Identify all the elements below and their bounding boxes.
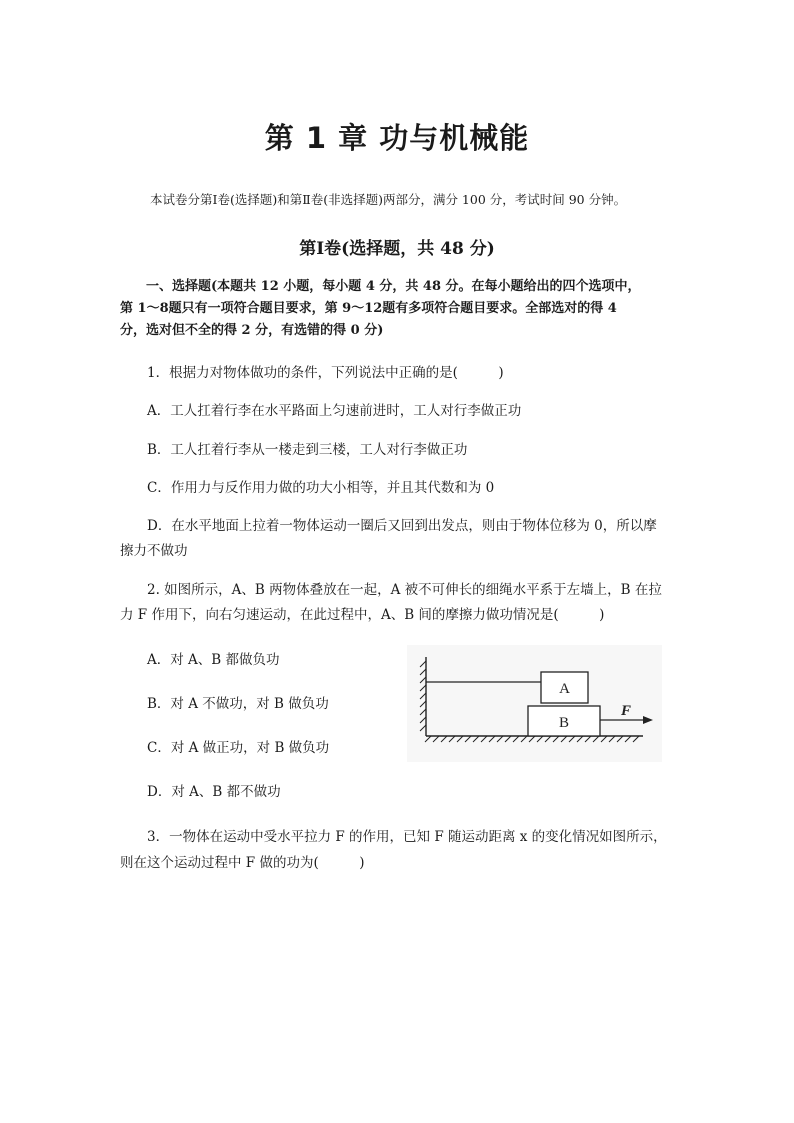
block-a-label: A — [559, 681, 570, 697]
force-arrow-head — [643, 716, 653, 724]
q1-stem: 1．根据力对物体做功的条件，下列说法中正确的是( ) — [147, 365, 504, 381]
wall-hatching — [420, 661, 426, 731]
instructions-line-1: 一、选择题(本题共 12 小题，每小题 4 分，共 48 分。在每小题给出的四个选项中， — [146, 279, 641, 294]
instructions — [120, 276, 641, 342]
q3-stem-line-2: 则在这个运动过程中 F 做的功为( ) — [120, 855, 365, 871]
q2-stem-line-1: 2. 如图所示，A、B 两物体叠放在一起，A 被不可伸长的细绳水平系于左墙上，B 在拉 — [147, 582, 662, 598]
floor-hatching — [425, 736, 639, 742]
q3-stem-line-1: 3．一物体在运动中受水平拉力 F 的作用，已知 F 随运动距离 x 的变化情况如图所示， — [147, 829, 667, 845]
exam-intro: 本试卷分第Ⅰ卷(选择题)和第Ⅱ卷(非选择题)两部分，满分 100 分，考试时间 90 分钟。 — [150, 192, 627, 207]
section-title: 第Ⅰ卷(选择题，共 48 分) — [299, 239, 495, 259]
q1-option-d: D．在水平地面上拉着一物体运动一圈后又回到出发点，则由于物体位移为 0，所以摩 — [147, 518, 657, 534]
force-label: F — [620, 703, 632, 719]
q1-option-d-cont: 擦力不做功 — [120, 543, 188, 559]
q2-option-d: D．对 A、B 都不做功 — [147, 784, 281, 800]
instructions-line-3: 分，选对但不全的得 2 分，有选错的得 0 分) — [120, 323, 384, 338]
q2-figure — [407, 645, 662, 762]
q2-figure-drawing — [407, 645, 662, 762]
page-title: 第 1 章 功与机械能 — [264, 121, 530, 155]
q1-option-c: C．作用力与反作用力做的功大小相等，并且其代数和为 0 — [147, 480, 495, 496]
q2-stem-line-2: 力 F 作用下，向右匀速运动，在此过程中，A、B 间的摩擦力做功情况是( ) — [120, 607, 605, 623]
q2-option-a: A．对 A、B 都做负功 — [147, 652, 280, 668]
q2-option-c: C．对 A 做正功，对 B 做负功 — [147, 740, 330, 756]
instructions-line-2: 第 1～8题只有一项符合题目要求，第 9～12题有多项符合题目要求。全部选对的得 4 — [120, 301, 617, 316]
q2-option-b: B．对 A 不做功，对 B 做负功 — [147, 696, 329, 712]
block-b-label: B — [558, 715, 570, 731]
q1-option-b: B．工人扛着行李从一楼走到三楼，工人对行李做正功 — [147, 442, 468, 458]
q1-option-a: A．工人扛着行李在水平路面上匀速前进时，工人对行李做正功 — [147, 403, 522, 419]
